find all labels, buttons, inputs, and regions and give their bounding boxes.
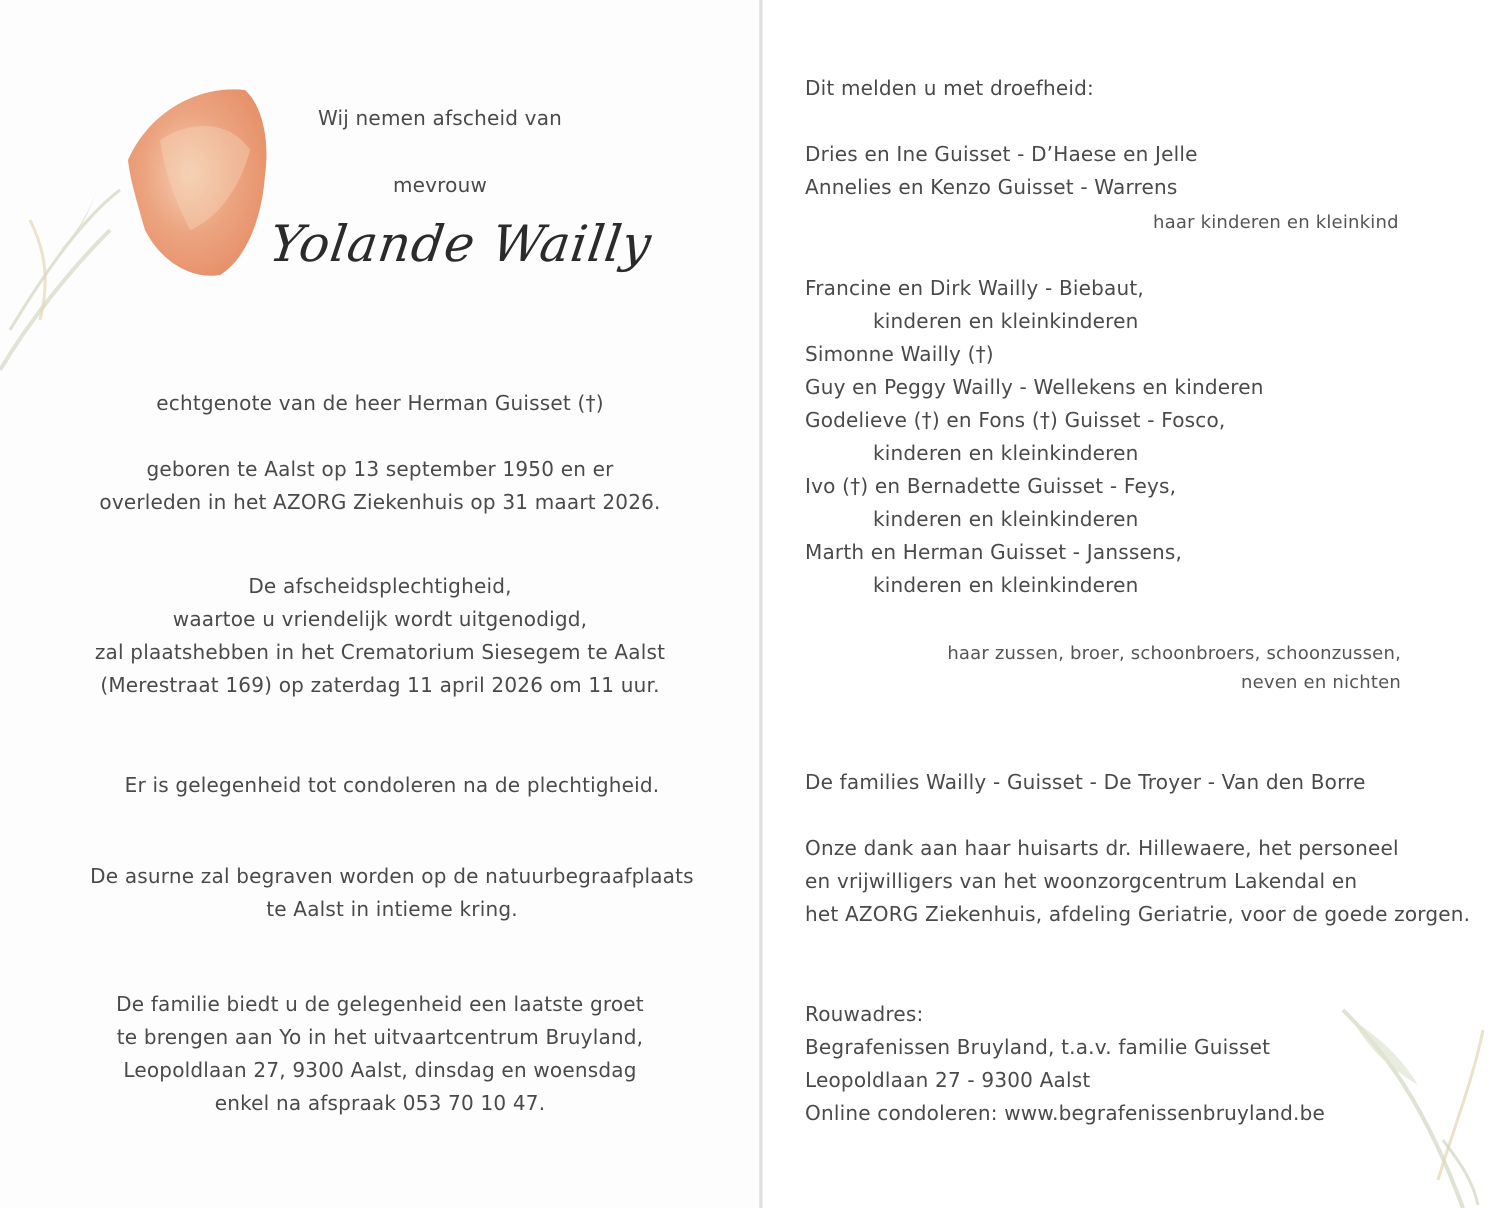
urn-line: De asurne zal begraven worden op de natuurbegraafplaats — [90, 864, 694, 888]
address-line: Online condoleren: www.begrafenissenbruyland.be — [805, 1101, 1325, 1125]
born-died-line: geboren te Aalst op 13 september 1950 en er — [146, 457, 614, 481]
sibling-line: Ivo (†) en Bernadette Guisset - Feys, — [805, 474, 1177, 498]
ceremony-line: De afscheidsplechtigheid, — [248, 574, 512, 598]
siblings-role-line: haar zussen, broer, schoonbroers, schoonzussen, — [947, 643, 1401, 664]
sibling-line: Simonne Wailly (†) — [805, 342, 994, 366]
visit-line: De familie biedt u de gelegenheid een laatste groet — [116, 992, 644, 1016]
title-text: mevrouw — [392, 173, 488, 197]
visit-line: Leopoldlaan 27, 9300 Aalst, dinsdag en woensdag — [123, 1058, 637, 1082]
children-block — [805, 138, 1198, 204]
deceased-name: Yolande Wailly — [265, 215, 656, 273]
thanks-block — [805, 832, 1470, 931]
visit-line: te brengen aan Yo in het uitvaartcentrum Bruyland, — [116, 1025, 644, 1049]
ceremony-line: (Merestraat 169) op zaterdag 11 april 2026 om 11 uur. — [100, 673, 660, 697]
sibling-line: Francine en Dirk Wailly - Biebaut, — [805, 276, 1144, 300]
thanks-line: Onze dank aan haar huisarts dr. Hillewaere, het personeel — [805, 836, 1399, 860]
thanks-line: en vrijwilligers van het woonzorgcentrum Lakendal en — [805, 869, 1358, 893]
thanks-line: het AZORG Ziekenhuis, afdeling Geriatrie, voor de goede zorgen. — [805, 902, 1471, 926]
children-line: Dries en Ine Guisset - D’Haese en Jelle — [805, 142, 1198, 166]
spouse-text: echtgenote van de heer Herman Guisset (†) — [156, 391, 604, 415]
children-line: Annelies en Kenzo Guisset - Warrens — [805, 175, 1178, 199]
watercolor-flower-illustration — [0, 80, 290, 380]
intro-text: Wij nemen afscheid van — [317, 106, 563, 130]
sibling-line: Marth en Herman Guisset - Janssens, — [805, 540, 1183, 564]
ceremony-line: waartoe u vriendelijk wordt uitgenodigd, — [172, 607, 588, 631]
condolence-text: Er is gelegenheid tot condoleren na de plechtigheid. — [124, 773, 660, 797]
urn-block — [0, 860, 784, 926]
siblings-role-line: neven en nichten — [1241, 672, 1401, 693]
right-panel — [763, 0, 1502, 1208]
address-line: Begrafenissen Bruyland, t.a.v. familie Guisset — [805, 1035, 1271, 1059]
leaf-sprig-illustration — [1323, 990, 1502, 1208]
sibling-line: Godelieve (†) en Fons (†) Guisset - Fosco, — [805, 408, 1226, 432]
visit-block — [0, 988, 760, 1120]
siblings-list — [805, 272, 1264, 602]
sibling-line: kinderen en kleinkinderen — [873, 441, 1139, 465]
siblings-role-block — [805, 639, 1401, 697]
sibling-line: kinderen en kleinkinderen — [873, 309, 1139, 333]
address-heading: Rouwadres: — [805, 1002, 924, 1026]
urn-line: te Aalst in intieme kring. — [266, 897, 518, 921]
sibling-line: kinderen en kleinkinderen — [873, 507, 1139, 531]
address-line: Leopoldlaan 27 - 9300 Aalst — [805, 1068, 1091, 1092]
visit-line: enkel na afspraak 053 70 10 47. — [214, 1091, 546, 1115]
sibling-line: Guy en Peggy Wailly - Wellekens en kinderen — [805, 375, 1264, 399]
announce-text: Dit melden u met droefheid: — [805, 76, 1094, 100]
sibling-line: kinderen en kleinkinderen — [873, 573, 1139, 597]
families-text: De families Wailly - Guisset - De Troyer - Van den Borre — [805, 770, 1366, 794]
ceremony-block — [0, 570, 760, 702]
born-died-block — [0, 453, 760, 519]
children-role: haar kinderen en kleinkind — [1153, 212, 1399, 233]
ceremony-line: zal plaatshebben in het Crematorium Siesegem te Aalst — [94, 640, 666, 664]
address-block — [805, 998, 1325, 1130]
born-died-line: overleden in het AZORG Ziekenhuis op 31 maart 2026. — [99, 490, 661, 514]
